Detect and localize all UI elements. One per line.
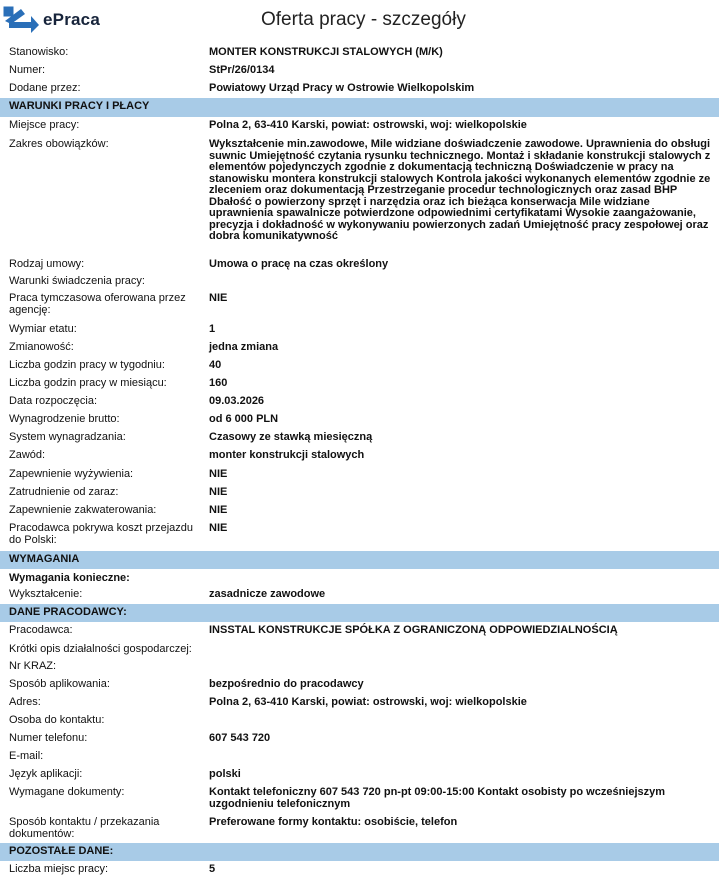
detail-label: Pracodawca pokrywa koszt przejazdu do Polski: [9, 522, 194, 546]
detail-row-rodzaj-umowy [0, 256, 719, 273]
detail-row-miejsce-pracy [0, 117, 719, 136]
detail-label: Zapewnienie zakwaterowania: [9, 504, 157, 516]
detail-row-godziny-miesiac [0, 375, 719, 393]
detail-row-wyksztalcenie [0, 586, 719, 604]
detail-label: Zakres obowiązków: [9, 138, 109, 150]
page-header [0, 0, 719, 42]
detail-row-system-wynagradzania [0, 429, 719, 447]
subheading-text: Wymagania konieczne: [9, 572, 130, 584]
detail-value: 5 [209, 863, 216, 875]
detail-value: Umowa o pracę na czas określony [209, 258, 389, 270]
detail-label: E-mail: [9, 750, 44, 762]
section-title: POZOSTAŁE DANE: [9, 845, 114, 857]
section-title: WYMAGANIA [9, 553, 80, 565]
detail-label: Warunki świadczenia pracy: [9, 275, 145, 287]
detail-value: StPr/26/0134 [209, 64, 275, 76]
detail-value: monter konstrukcji stalowych [209, 449, 365, 461]
detail-label: Numer telefonu: [9, 732, 88, 744]
detail-value: zasadnicze zawodowe [209, 588, 326, 600]
detail-row-wymagane-dokumenty [0, 784, 719, 814]
detail-value: NIE [209, 504, 228, 516]
detail-label: Język aplikacji: [9, 768, 83, 780]
detail-row-zmianowosc [0, 339, 719, 357]
detail-value: Wykształcenie min.zawodowe, Mile widziane doświadczenie zawodowe. Uprawnienia do obsługi suwnic Umiejętność czytania rysunku technicznego. Montaż i składanie konstrukcji stalowych z elementów pojedynczych zgodnie z dokumentacją techniczną Doświadczenie w pracy na stanowisku montera konstrukcji stalowych Kontrola jakości wykonanych elementów zgodnie ze zleceniem oraz dokumentacją Przestrzeganie procedur technologicznych oraz zasad BHP Dbałość o powierzony sprzęt i narzędzia oraz ich bieżąca konserwacja Mile widziane uprawnienia spawalnicze potwierdzone odpowiednimi certyfikatami Wysokie zaangażowanie, precyzja i dokładność w wykonywaniu powierzonych zadań Umiejętność pracy zespołowej oraz dobra komunikatywność [209, 138, 711, 242]
detail-row-godziny-tydzien [0, 357, 719, 375]
detail-value: Czasowy ze stawką miesięczną [209, 431, 373, 443]
detail-label: Zawód: [9, 449, 46, 461]
detail-label: Nr KRAZ: [9, 660, 57, 672]
detail-label: Dodane przez: [9, 82, 81, 94]
detail-label: Wymiar etatu: [9, 323, 77, 335]
detail-row-zakres-obowiazkow [0, 136, 719, 256]
detail-value: od 6 000 PLN [209, 413, 279, 425]
detail-row-opis-dzialalnosci [0, 641, 719, 658]
detail-label: Rodzaj umowy: [9, 258, 85, 270]
detail-value: Powiatowy Urząd Pracy w Ostrowie Wielkopolskim [209, 82, 475, 94]
detail-value: 1 [209, 323, 216, 335]
detail-row-dodane-przez [0, 80, 719, 98]
detail-label: Pracodawca: [9, 624, 73, 636]
section-header-warunki [0, 98, 719, 117]
detail-row-stanowisko [0, 44, 719, 62]
detail-value: NIE [209, 522, 228, 534]
detail-label: Wymagane dokumenty: [9, 786, 125, 798]
detail-value: Polna 2, 63-410 Karski, powiat: ostrowski, woj: wielkopolskie [209, 119, 527, 131]
detail-row-sposob-aplikowania [0, 676, 719, 694]
detail-row-data-rozpoczecia [0, 393, 719, 411]
detail-label: Zmianowość: [9, 341, 74, 353]
section-header-pracodawca [0, 604, 719, 622]
detail-row-liczba-miejsc [0, 861, 719, 879]
detail-value: bezpośrednio do pracodawcy [209, 678, 364, 690]
detail-row-pracodawca [0, 622, 719, 641]
detail-value: Kontakt telefoniczny 607 543 720 pn-pt 09:00-15:00 Kontakt osobisty po wcześniejszym uzgodnieniu telefonicznym [209, 786, 666, 810]
detail-row-zatrudnienie-od-zaraz [0, 484, 719, 502]
detail-value: Polna 2, 63-410 Karski, powiat: ostrowski, woj: wielkopolskie [209, 696, 527, 708]
detail-label: Stanowisko: [9, 46, 69, 58]
detail-label: Adres: [9, 696, 41, 708]
detail-value: 160 [209, 377, 228, 389]
detail-row-wyzywienie [0, 466, 719, 484]
detail-label: Data rozpoczęcia: [9, 395, 98, 407]
detail-row-osoba-kontakt [0, 712, 719, 730]
detail-label: Zapewnienie wyżywienia: [9, 468, 134, 480]
detail-value: 607 543 720 [209, 732, 271, 744]
detail-value: NIE [209, 486, 228, 498]
epraca-logo[interactable] [3, 6, 100, 34]
detail-value: 09.03.2026 [209, 395, 265, 407]
detail-label: Praca tymczasowa oferowana przez agencję: [9, 292, 186, 316]
detail-label: Liczba miejsc pracy: [9, 863, 109, 875]
section-header-pozostale [0, 843, 719, 861]
detail-label: Wykształcenie: [9, 588, 83, 600]
section-title: WARUNKI PRACY I PŁACY [9, 100, 150, 112]
section-title: DANE PRACODAWCY: [9, 606, 127, 618]
detail-value: Preferowane formy kontaktu: osobiście, telefon [209, 816, 458, 828]
detail-label: Zatrudnienie od zaraz: [9, 486, 119, 498]
detail-label: System wynagradzania: [9, 431, 126, 443]
detail-row-sposob-kontaktu [0, 814, 719, 843]
detail-row-email [0, 748, 719, 766]
detail-row-praca-tymczasowa [0, 290, 719, 321]
detail-value: NIE [209, 468, 228, 480]
detail-value: polski [209, 768, 241, 780]
detail-row-wymiar-etatu [0, 321, 719, 339]
detail-label: Sposób aplikowania: [9, 678, 110, 690]
detail-row-adres [0, 694, 719, 712]
detail-value: NIE [209, 292, 228, 304]
detail-label: Miejsce pracy: [9, 119, 80, 131]
detail-label: Liczba godzin pracy w miesiącu: [9, 377, 167, 389]
detail-value: 40 [209, 359, 222, 371]
detail-row-jezyk-aplikacji [0, 766, 719, 784]
section-header-wymagania [0, 551, 719, 569]
detail-value: jedna zmiana [209, 341, 279, 353]
detail-row-nr-kraz [0, 658, 719, 676]
detail-value: MONTER KONSTRUKCJI STALOWYCH (M/K) [209, 46, 443, 58]
detail-label: Osoba do kontaktu: [9, 714, 105, 726]
detail-row-wynagrodzenie [0, 411, 719, 429]
detail-row-telefon [0, 730, 719, 748]
detail-row-zakwaterowanie [0, 502, 719, 520]
offer-details [0, 44, 719, 879]
detail-row-numer [0, 62, 719, 80]
detail-row-warunki-swiadczenia [0, 273, 719, 290]
wymagania-konieczne-heading [0, 569, 719, 586]
detail-row-zawod [0, 447, 719, 466]
detail-row-koszt-przejazdu [0, 520, 719, 551]
logo-text: ePraca [43, 10, 100, 29]
detail-label: Wynagrodzenie brutto: [9, 413, 120, 425]
page-title: Oferta pracy - szczegóły [261, 9, 466, 30]
epraca-logo-icon [3, 6, 39, 34]
detail-label: Krótki opis działalności gospodarczej: [9, 643, 192, 655]
detail-label: Numer: [9, 64, 46, 76]
detail-value: INSSTAL KONSTRUKCJE SPÓŁKA Z OGRANICZONĄ ODPOWIEDZIALNOŚCIĄ [209, 624, 618, 636]
detail-label: Liczba godzin pracy w tygodniu: [9, 359, 165, 371]
detail-label: Sposób kontaktu / przekazania dokumentów: [9, 816, 160, 840]
